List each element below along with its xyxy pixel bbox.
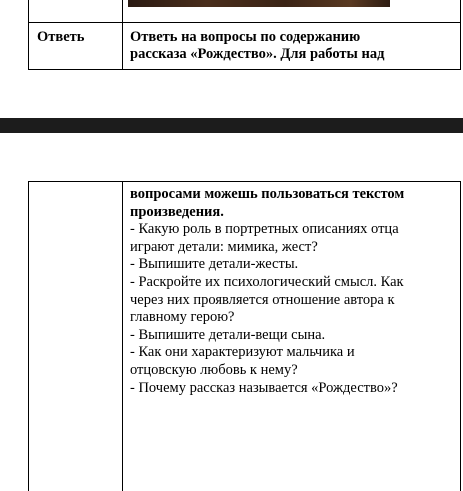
table-border-row-top [28, 22, 461, 23]
question-line-4: - Раскройте их психологический смысл. Как [130, 273, 404, 290]
question-line-1: - Какую роль в портретных описаниях отца [130, 221, 399, 238]
table-border-top-2 [28, 181, 461, 182]
photo-edge [128, 0, 390, 7]
table-border-bottom [28, 69, 461, 70]
question-line-10: - Почему рассказ называется «Рождество»? [130, 379, 398, 396]
page-separator [0, 118, 463, 133]
continued-bold-line-1: вопросами можешь пользоваться текстом [130, 186, 405, 202]
question-line-8: - Как они характеризуют мальчика и [130, 344, 355, 361]
question-line-3: - Выпишите детали-жесты. [130, 256, 299, 273]
task-line-2: рассказа «Рождество». Для работы над [130, 46, 385, 62]
task-description [130, 29, 450, 63]
task-line-1: Ответь на вопросы по содержанию [130, 29, 361, 45]
question-line-2: играют детали: мимика, жест? [130, 238, 318, 255]
question-line-5: через них проявляется отношение автора к [130, 291, 395, 308]
table-border-middle-2 [122, 181, 123, 491]
task-questions [130, 186, 450, 397]
table-border-left-2 [28, 181, 29, 491]
question-line-7: - Выпишите детали-вещи сына. [130, 326, 326, 343]
table-border-middle [122, 0, 123, 70]
table-border-left [28, 0, 29, 70]
row-label-answer: Ответь [37, 29, 85, 45]
table-border-right [460, 0, 461, 70]
continued-bold-line-2: произведения. [130, 203, 224, 220]
question-line-9: отцовскую любовь к нему? [130, 361, 298, 378]
table-border-right-2 [460, 181, 461, 491]
question-line-6: главному герою? [130, 309, 235, 326]
